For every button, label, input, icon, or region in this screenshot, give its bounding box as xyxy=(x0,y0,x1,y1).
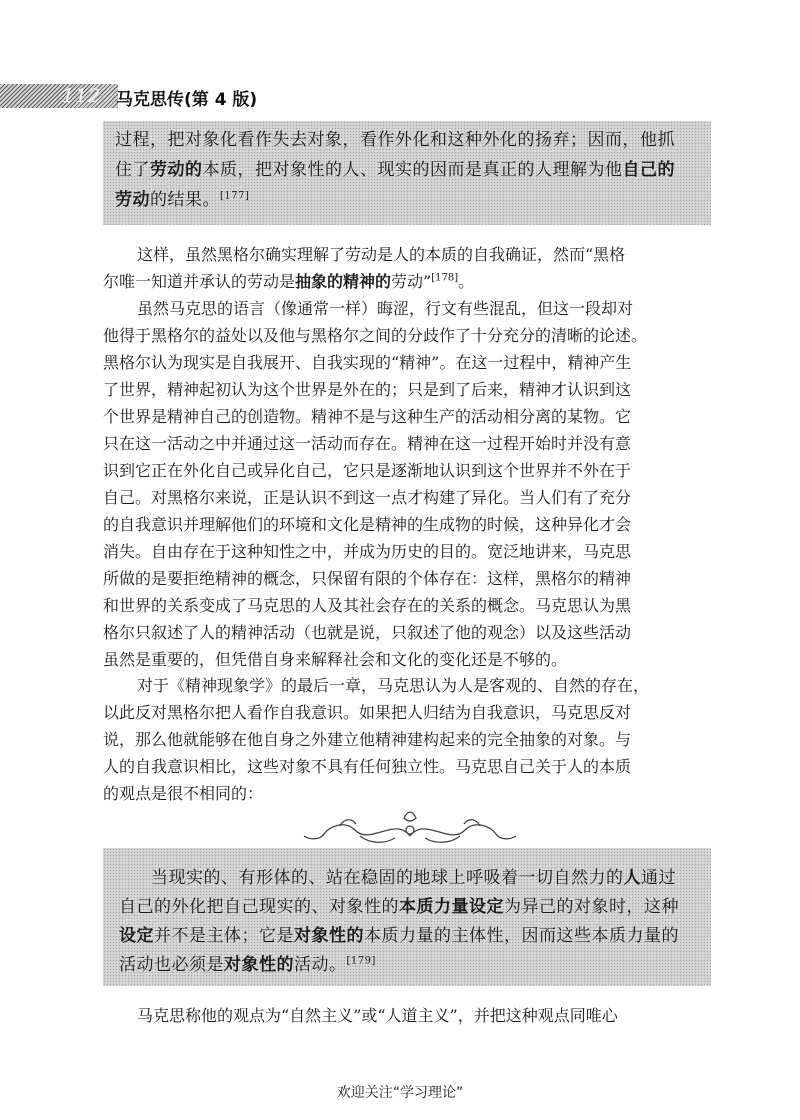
emphasis: 设定 xyxy=(119,926,154,946)
emphasis: 设定 xyxy=(469,897,504,917)
paragraph-4 xyxy=(103,1002,713,1029)
text-run: 自己的外化把自己现实的、对象性的 xyxy=(119,897,399,917)
text-line xyxy=(103,430,713,457)
text-line xyxy=(103,403,713,430)
emphasis: 劳动的 xyxy=(150,160,203,180)
citation-ref: [179] xyxy=(346,955,376,967)
emphasis: 抽象的精神的 xyxy=(295,272,392,291)
ornament-flourish-icon xyxy=(300,806,520,852)
text-line xyxy=(103,619,713,646)
text-run: 以此反对黑格尔把人看作自我意识。如果把人归结为自我意识，马克思反对 xyxy=(103,703,632,722)
text-run: 为异己的对象时，这种 xyxy=(504,897,679,917)
text-line xyxy=(103,726,713,753)
emphasis: 人 xyxy=(623,868,641,888)
paragraph-1 xyxy=(103,241,713,295)
text-line xyxy=(103,511,713,538)
text-line xyxy=(103,457,713,484)
text-run: 虽然是重要的，但凭借自身来解释社会和文化的变化还是不够的。 xyxy=(103,650,568,669)
text-line xyxy=(103,295,713,322)
text-line xyxy=(119,922,701,951)
block-quote-177 xyxy=(103,121,711,225)
paragraph-2 xyxy=(103,295,713,673)
text-line xyxy=(119,864,701,893)
text-run: 通过 xyxy=(641,868,676,888)
text-run: 只在这一活动之中并通过这一活动而存在。精神在这一过程开始时并没有意 xyxy=(103,434,632,453)
text-line xyxy=(103,538,713,565)
emphasis: 自己的 xyxy=(622,160,675,180)
text-run: 的结果。 xyxy=(150,190,220,210)
text-line xyxy=(115,125,701,155)
text-run: 。 xyxy=(458,272,475,291)
footer-note: 欢迎关注“学习理论” xyxy=(336,1085,464,1101)
text-line xyxy=(103,241,713,268)
text-run: 这样，虽然黑格尔确实理解了劳动是人的本质的自我确证，然而“黑格 xyxy=(137,245,626,264)
text-line xyxy=(103,699,713,726)
text-line xyxy=(103,753,713,780)
text-run: 说，那么他就能够在他自身之外建立他精神建构起来的完全抽象的对象。与 xyxy=(103,730,632,749)
text-line xyxy=(103,349,713,376)
running-header xyxy=(0,84,420,108)
text-run: 黑格尔认为现实是自我展开、自我实现的“精神”。在这一过程中，精神产生 xyxy=(103,353,632,372)
text-run: 识到它正在外化自己或异化自己，它只是逐渐地认识到这个世界并不外在于 xyxy=(103,461,632,480)
citation-ref: [177] xyxy=(220,190,250,202)
text-line xyxy=(103,780,713,807)
text-line xyxy=(115,155,701,185)
emphasis: 对象性的 xyxy=(294,926,364,946)
text-run: 当现实的、有形体的、站在稳固的地球上呼吸着一切自然力的 xyxy=(151,868,624,888)
text-run: 本质力量的主体性，因而这些本质力量的 xyxy=(364,926,679,946)
text-run: 的自我意识并理解他们的环境和文化是精神的生成物的时候，这种异化才会 xyxy=(103,515,632,534)
text-line xyxy=(119,893,701,922)
emphasis: 劳动 xyxy=(115,190,150,210)
text-line xyxy=(119,951,701,980)
text-run: 他得于黑格尔的益处以及他与黑格尔之间的分歧作了十分充分的清晰的论述。 xyxy=(103,326,648,345)
paragraph-3 xyxy=(103,672,713,807)
text-run: 过程，把对象化看作失去对象，看作外化和这种外化的扬弃；因而，他抓 xyxy=(115,130,675,150)
text-run: 对于《精神现象学》的最后一章，马克思认为人是客观的、自然的存在， xyxy=(137,676,650,695)
text-line xyxy=(103,672,713,699)
text-line xyxy=(103,484,713,511)
text-run: 个世界是精神自己的创造物。精神不是与这种生产的活动相分离的某物。它 xyxy=(103,407,632,426)
text-run: 本质，把对象性的人、现实的因而是真正的人理解为他 xyxy=(202,160,623,180)
text-line xyxy=(103,646,713,673)
book-title: 马克思传(第 4 版) xyxy=(116,90,258,110)
text-run: 劳动” xyxy=(391,272,432,291)
text-run: 消失。自由存在于这种知性之中，并成为历史的目的。宽泛地讲来，马克思 xyxy=(103,542,632,561)
text-run: 住了 xyxy=(115,160,150,180)
text-line xyxy=(103,592,713,619)
text-run: 虽然马克思的语言（像通常一样）晦涩，行文有些混乱，但这一段却对 xyxy=(137,299,634,318)
text-run: 自己。对黑格尔来说，正是认识不到这一点才构建了异化。当人们有了充分 xyxy=(103,488,632,507)
citation-ref: [178] xyxy=(431,272,459,284)
text-run: 活动。 xyxy=(294,955,347,975)
text-run: 人的自我意识相比，这些对象不具有任何独立性。马克思自己关于人的本质 xyxy=(103,757,632,776)
text-line xyxy=(103,565,713,592)
text-run: 活动也必须是 xyxy=(119,955,224,975)
text-line xyxy=(115,185,701,215)
text-run: 的观点是很不相同的： xyxy=(103,784,264,803)
text-run: 马克思称他的观点为“自然主义”或“人道主义”，并把这种观点同唯心 xyxy=(137,1006,618,1025)
text-run: 所做的是要拒绝精神的概念，只保留有限的个体存在：这样，黑格尔的精神 xyxy=(103,569,632,588)
page-number: 112 xyxy=(62,85,102,107)
text-run: 格尔只叙述了人的精神活动（也就是说，只叙述了他的观念）以及这些活动 xyxy=(103,623,632,642)
emphasis: 本质力量 xyxy=(399,897,469,917)
text-run: 尔唯一知道并承认的劳动是 xyxy=(103,272,296,291)
block-quote-179 xyxy=(103,848,711,986)
text-line xyxy=(103,322,713,349)
text-run: 并不是主体；它是 xyxy=(154,926,294,946)
emphasis: 对象性的 xyxy=(224,955,294,975)
text-run: 了世界，精神起初认为这个世界是外在的；只是到了后来，精神才认识到这 xyxy=(103,380,632,399)
text-line xyxy=(103,268,713,295)
text-line xyxy=(103,1002,713,1029)
text-line xyxy=(103,376,713,403)
text-run: 和世界的关系变成了马克思的人及其社会存在的关系的概念。马克思认为黑 xyxy=(103,596,632,615)
